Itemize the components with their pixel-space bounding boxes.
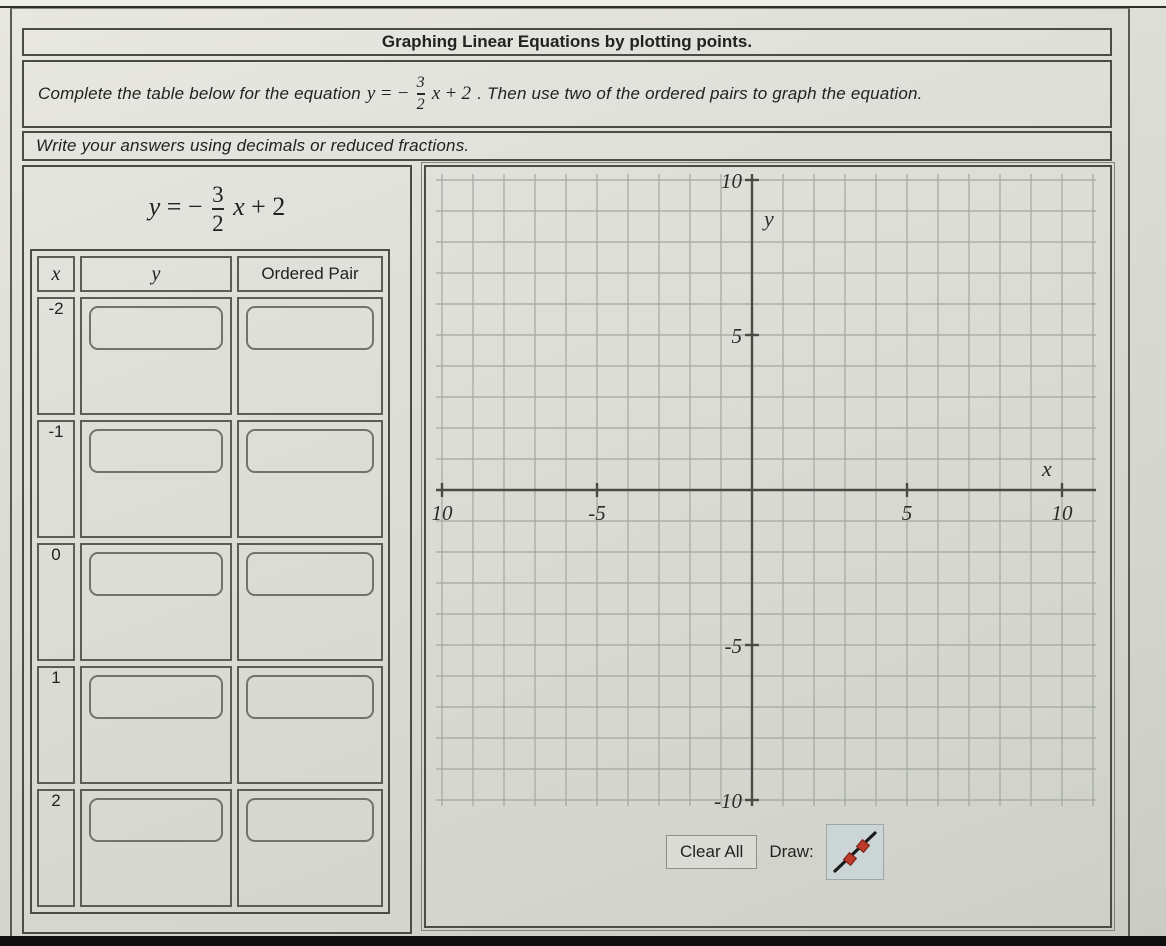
title-bar	[22, 28, 1112, 56]
draw-line-tool-button[interactable]	[826, 824, 884, 880]
svg-text:y: y	[764, 206, 774, 231]
header-ordered-pair: Ordered Pair	[237, 256, 383, 292]
inline-equation: y = − $\frac{3}{2}$ x + 2	[366, 74, 472, 113]
y-value-cell	[80, 543, 232, 661]
y-input[interactable]	[89, 798, 223, 842]
ordered-pair-input[interactable]	[246, 675, 374, 719]
equation-display: y = − $\frac{3}{2}$ x + 2	[148, 182, 286, 236]
y-value-cell	[80, 297, 232, 415]
values-table	[30, 249, 390, 914]
ordered-pair-input[interactable]	[246, 429, 374, 473]
y-value-cell	[80, 666, 232, 784]
header-y: y	[80, 256, 232, 292]
table-row	[37, 789, 383, 907]
instruction-text	[38, 75, 923, 113]
graph-panel	[424, 165, 1112, 928]
ordered-pair-cell	[237, 666, 383, 784]
table-row	[37, 297, 383, 415]
instruction-suffix: . Then use two of the ordered pairs to graph the equation.	[477, 84, 923, 103]
x-value-cell: -2	[37, 297, 75, 415]
line-with-points-icon	[831, 829, 879, 875]
y-value-cell	[80, 789, 232, 907]
ordered-pair-cell	[237, 543, 383, 661]
x-value-cell: 0	[37, 543, 75, 661]
values-table-body	[37, 297, 383, 907]
note-box	[22, 131, 1112, 161]
instruction-box	[22, 60, 1112, 128]
y-input[interactable]	[89, 675, 223, 719]
page-title: Graphing Linear Equations by plotting points.	[381, 32, 753, 51]
svg-text:x: x	[1042, 456, 1052, 481]
y-input[interactable]	[89, 306, 223, 350]
y-input[interactable]	[89, 429, 223, 473]
answer-format-note: Write your answers using decimals or reduced fractions.	[36, 136, 470, 155]
header-x: x	[37, 256, 75, 292]
svg-text:-10: -10	[714, 789, 742, 813]
draw-label: Draw:	[769, 842, 814, 861]
svg-text:5: 5	[731, 324, 742, 348]
table-header-row	[37, 256, 383, 292]
y-input[interactable]	[89, 552, 223, 596]
instruction-prefix: Complete the table below for the equation	[38, 84, 361, 103]
clear-all-button[interactable]: Clear All	[666, 835, 757, 869]
ordered-pair-cell	[237, 420, 383, 538]
ordered-pair-input[interactable]	[246, 552, 374, 596]
x-value-cell: -1	[37, 420, 75, 538]
svg-text:5: 5	[901, 501, 913, 525]
display-fraction: $\frac{3}{2}$	[212, 182, 224, 236]
graph-controls	[666, 824, 884, 880]
x-value-cell: 2	[37, 789, 75, 907]
svg-text:10: 10	[1051, 501, 1073, 525]
y-value-cell	[80, 420, 232, 538]
table-row	[37, 543, 383, 661]
table-row	[37, 666, 383, 784]
ordered-pair-cell	[237, 789, 383, 907]
ordered-pair-input[interactable]	[246, 306, 374, 350]
svg-text:-5: -5	[588, 501, 606, 525]
graph-plot-area[interactable]	[426, 167, 1110, 879]
x-value-cell: 1	[37, 666, 75, 784]
frame-top-line	[0, 6, 1166, 8]
inline-fraction: $\frac{3}{2}$	[416, 74, 425, 113]
svg-text:10: 10	[721, 169, 742, 193]
svg-text:-5: -5	[724, 634, 742, 658]
svg-text:10: 10	[431, 501, 453, 525]
table-row	[37, 420, 383, 538]
ordered-pair-input[interactable]	[246, 798, 374, 842]
photo-bottom-edge	[0, 936, 1166, 946]
ordered-pair-cell	[237, 297, 383, 415]
table-panel	[22, 165, 412, 934]
